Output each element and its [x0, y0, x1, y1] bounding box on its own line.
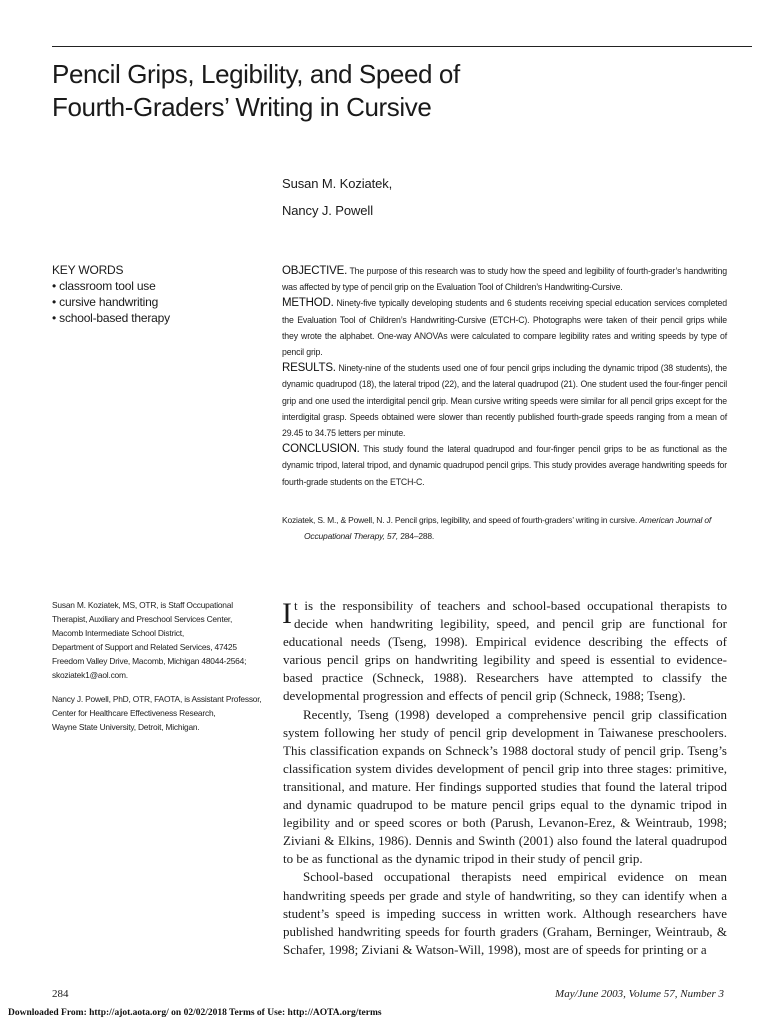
results-text: Ninety-nine of the students used one of four pencil grips including the dynamic tripod (38 students), the dynamic quadrupod (18), the lateral tripod (22), and the lateral quadrupod (21). One student used the four-finger pencil grip and one used the interdigital pencil grip. Mean cursive writing speeds were similar for all pencil grips except for the interdigital grasp. Speeds obtained were slower than recently published fourth-grade speeds ranging from a mean of 29.45 to 34.75 letters per minute.: [282, 363, 727, 439]
conclusion-text: This study found the lateral quadrupod and four-finger pencil grips to be as functional as the dynamic tripod, lateral tripod, and dynamic quadrupod pencil grips. This study provides average handwriting speeds for fourth-grade students on the ETCH-C.: [282, 444, 727, 487]
objective-label: OBJECTIVE.: [282, 265, 348, 277]
journal-issue: May/June 2003, Volume 57, Number 3: [555, 988, 724, 1000]
affiliation-email: skoziatek1@aol.com.: [52, 670, 128, 680]
abstract-method: [282, 295, 727, 360]
citation-pages: 284–288.: [398, 531, 435, 541]
affiliation-line: Nancy J. Powell, PhD, OTR, FAOTA, is Assistant Professor,: [52, 694, 262, 704]
citation-journal: American Journal of Occupational Therapy, 57,: [304, 515, 712, 541]
title-line-1: Pencil Grips, Legibility, and Speed of: [52, 59, 460, 89]
author-1: Susan M. Koziatek,: [282, 176, 393, 191]
keywords-box: [52, 262, 262, 326]
affiliation-line: Freedom Valley Drive, Macomb, Michigan 48044-2564;: [52, 656, 247, 666]
author-list: [282, 170, 392, 224]
keywords-heading: KEY WORDS: [52, 263, 124, 277]
body-paragraph-3: School-based occupational therapists need empirical evidence on mean handwriting speeds per grade and style of handwriting, so they can identify when a student’s speed is impeding success in written work. Although researchers have published handwriting speeds for fourth graders (Graham, Berninger, Weintraub, & Schafer, 1998; Ziviani & Watson-Will, 1998), most are of speeds for printing or a: [283, 869, 727, 957]
article-title: [52, 58, 692, 124]
author-affiliations: [52, 598, 267, 744]
results-label: RESULTS.: [282, 362, 336, 375]
method-label: METHOD.: [282, 297, 334, 310]
download-notice: Downloaded From: http://ajot.aota.org/ on 02/02/2018 Terms of Use: http://AOTA.org/terms: [8, 1008, 382, 1018]
affiliation-line: Susan M. Koziatek, MS, OTR, is Staff Occupational: [52, 600, 233, 610]
method-text: Ninety-five typically developing students and 6 students receiving special education services completed the Evaluation Tool of Children’s Handwriting-Cursive (ETCH-C). Photographs were taken of their pencil grips while they wrote the alphabet. One-way ANOVAs were calculated to compare legibility rates and writing speeds by type of pencil grip.: [282, 298, 727, 358]
drop-cap: I: [282, 597, 292, 630]
body-paragraph-1-text: t is the responsibility of teachers and school-based occupational therapists to decide when handwriting legibility, speed, and pencil grip are functional for educational needs (Tseng, 1998). Empirical evidence describing the effects of various pencil grips on handwriting legibility and speed is essential to evidence-based practice (Schneck, 1988). Researchers have attempted to classify the developmental progression and effects of pencil grip (Schneck, 1988; Tseng).: [283, 598, 727, 704]
affiliation-line: Wayne State University, Detroit, Michigan.: [52, 722, 200, 732]
body-text: [283, 597, 727, 959]
body-paragraph-1: [283, 597, 727, 706]
abstract-results: [282, 360, 727, 441]
body-paragraph-2: Recently, Tseng (1998) developed a comprehensive pencil grip classification system following her study of pencil grip development in Taiwanese preschoolers. This classification expands on Schneck’s 1988 doctoral study of pencil grip. Tseng’s classification system divides development of pencil grip into three stages: primitive, transitional, and mature. Her findings supported studies that found the lateral tripod and dynamic quadrupod to be mature pencil grips equal to the dynamic tripod in legibility and or speed scores or both (Parush, Levanon-Erez, & Weintraub, 1998; Ziviani & Elkins, 1986). Dennis and Swinth (2001) also found the lateral quadrupod to be as functional as the dynamic tripod in their study of pencil grip.: [283, 706, 727, 867]
affiliation-line: Center for Healthcare Effectiveness Research,: [52, 708, 216, 718]
abstract: [282, 263, 727, 490]
affiliation-powell: [52, 692, 267, 734]
keyword-item: • cursive handwriting: [52, 294, 262, 310]
conclusion-label: CONCLUSION.: [282, 443, 360, 456]
abstract-objective: [282, 263, 727, 295]
top-rule: [52, 46, 752, 47]
page-number: 284: [52, 988, 69, 1000]
citation-text: Koziatek, S. M., & Powell, N. J. Pencil grips, legibility, and speed of fourth-graders’ writing in cursive.: [282, 515, 640, 525]
keyword-item: • classroom tool use: [52, 278, 262, 294]
citation: [282, 512, 727, 544]
author-2: Nancy J. Powell: [282, 203, 373, 218]
affiliation-koziatek: [52, 598, 267, 682]
affiliation-line: Macomb Intermediate School District,: [52, 628, 184, 638]
objective-text: The purpose of this research was to study how the speed and legibility of fourth-grader’s handwriting was affected by type of pencil grip on the Evaluation Tool of Children’s Handwriting-Cursive.: [282, 266, 727, 293]
title-line-2: Fourth-Graders’ Writing in Cursive: [52, 92, 432, 122]
keyword-item: • school-based therapy: [52, 310, 262, 326]
abstract-conclusion: [282, 441, 727, 490]
affiliation-line: Therapist, Auxiliary and Preschool Services Center,: [52, 614, 233, 624]
affiliation-line: Department of Support and Related Services, 47425: [52, 642, 237, 652]
